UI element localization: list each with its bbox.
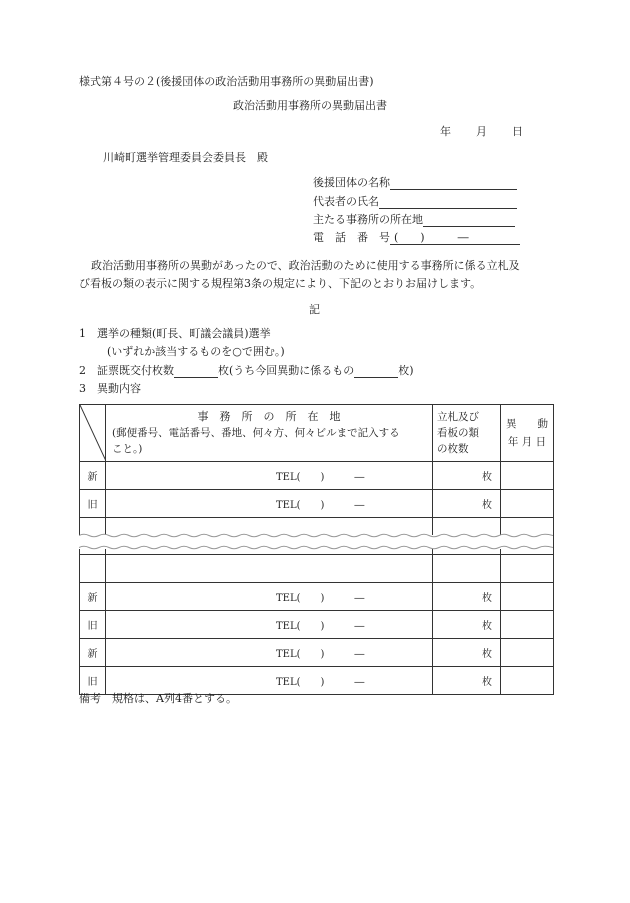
date-cell [501, 611, 554, 639]
office-address-field [313, 213, 515, 227]
address-cell [106, 555, 433, 583]
table-row [80, 555, 554, 583]
diagonal-cell [80, 405, 106, 462]
tel-text: TEL( ) ― [276, 621, 365, 632]
row-kind: 旧 [80, 611, 106, 639]
count-header-3: の枚数 [437, 443, 469, 455]
address-header-note-2: こと。) [112, 443, 143, 455]
address-header-note-1: (郵便番号、電話番号、番地、何々方、何々ビルまで記入する [112, 427, 400, 439]
count-cell [433, 639, 501, 667]
diagonal-line [80, 405, 106, 461]
fill-line [423, 213, 515, 227]
body-line-2: び看板の類の表示に関する規程第3条の規定により、下記のとおりお届けします。 [79, 277, 482, 290]
ki-heading: 記 [309, 303, 320, 316]
count-cell [433, 555, 501, 583]
field-label: 後援団体の名称 [313, 176, 390, 189]
count-cell [433, 583, 501, 611]
address-cell [106, 583, 433, 611]
form-id: 様式第４号の２(後援団体の政治活動用事務所の異動届出書) [79, 75, 374, 88]
break-wave-bottom [79, 545, 553, 550]
date-cell [501, 462, 554, 490]
item-2-suffix: 枚) [398, 364, 414, 377]
item-3: 3 異動内容 [79, 382, 141, 395]
count-header-1: 立札及び [437, 411, 479, 423]
address-cell [106, 490, 433, 518]
row-kind: 新 [80, 639, 106, 667]
break-wave-top [79, 533, 553, 538]
address-header [106, 405, 433, 462]
unit-mai: 枚 [482, 621, 492, 632]
unit-mai: 枚 [482, 593, 492, 604]
table-row [80, 667, 554, 695]
phone-field [313, 231, 520, 245]
unit-mai: 枚 [482, 649, 492, 660]
count-cell [433, 667, 501, 695]
field-label: 代表者の氏名 [313, 195, 379, 208]
unit-mai: 枚 [482, 677, 492, 688]
date-cell [501, 667, 554, 695]
tel-text: TEL( ) ― [276, 500, 365, 511]
count-cell [433, 462, 501, 490]
document-title: 政治活動用事務所の異動届出書 [233, 99, 387, 112]
tel-text: TEL( ) ― [276, 649, 365, 660]
address-cell [106, 462, 433, 490]
fill-line [354, 364, 398, 378]
table-header-row [80, 405, 554, 462]
table-row [80, 583, 554, 611]
item-1-note: (いずれか該当するものを○で囲む。) [107, 345, 285, 358]
table-row [80, 490, 554, 518]
tel-text: TEL( ) ― [276, 677, 365, 688]
date-year: 年 [440, 125, 451, 138]
field-label: 主たる事務所の所在地 [313, 213, 423, 226]
date-header [501, 405, 554, 462]
unit-mai: 枚 [482, 472, 492, 483]
row-kind: 旧 [80, 490, 106, 518]
remarks: 備考 規格は、A列4番とする。 [79, 692, 237, 705]
date-day: 日 [512, 125, 523, 138]
item-2-mid: 枚(うち今回異動に係るもの [218, 364, 355, 377]
item-2-prefix: 2 証票既交付枚数 [79, 364, 174, 377]
table-row [80, 462, 554, 490]
row-kind: 新 [80, 583, 106, 611]
date-cell [501, 583, 554, 611]
tel-text: TEL( ) ― [276, 593, 365, 604]
table-row [80, 639, 554, 667]
fill-line [390, 176, 517, 190]
table-row [80, 611, 554, 639]
date-month: 月 [476, 125, 487, 138]
representative-field [313, 195, 517, 209]
count-header-2: 看板の類 [437, 427, 479, 439]
addressee: 川崎町選挙管理委員会委員長 殿 [103, 151, 268, 164]
row-kind [80, 555, 106, 583]
count-header [433, 405, 501, 462]
date-cell [501, 639, 554, 667]
row-kind: 旧 [80, 667, 106, 695]
unit-mai: 枚 [482, 500, 492, 511]
phone-template: ( ) ― [390, 231, 520, 245]
date-header-1: 異 動 [506, 418, 548, 430]
address-cell [106, 667, 433, 695]
tel-text: TEL( ) ― [276, 472, 365, 483]
date-cell [501, 490, 554, 518]
address-cell [106, 611, 433, 639]
field-label: 電 話 番 号 [313, 231, 390, 244]
address-header-title: 事 務 所 の 所 在 地 [197, 410, 341, 423]
fill-line [379, 195, 517, 209]
item-1: 1 選挙の種類(町長、町議会議員)選挙 [79, 327, 271, 340]
applicant-name-field [313, 176, 517, 190]
item-2 [79, 364, 414, 378]
count-cell [433, 611, 501, 639]
row-kind: 新 [80, 462, 106, 490]
date-header-2: 年 月 日 [507, 436, 547, 448]
body-line-1: 政治活動用事務所の異動があったので、政治活動のために使用する事務所に係る立札及 [91, 259, 520, 272]
fill-line [174, 364, 218, 378]
address-cell [106, 639, 433, 667]
date-cell [501, 555, 554, 583]
count-cell [433, 490, 501, 518]
